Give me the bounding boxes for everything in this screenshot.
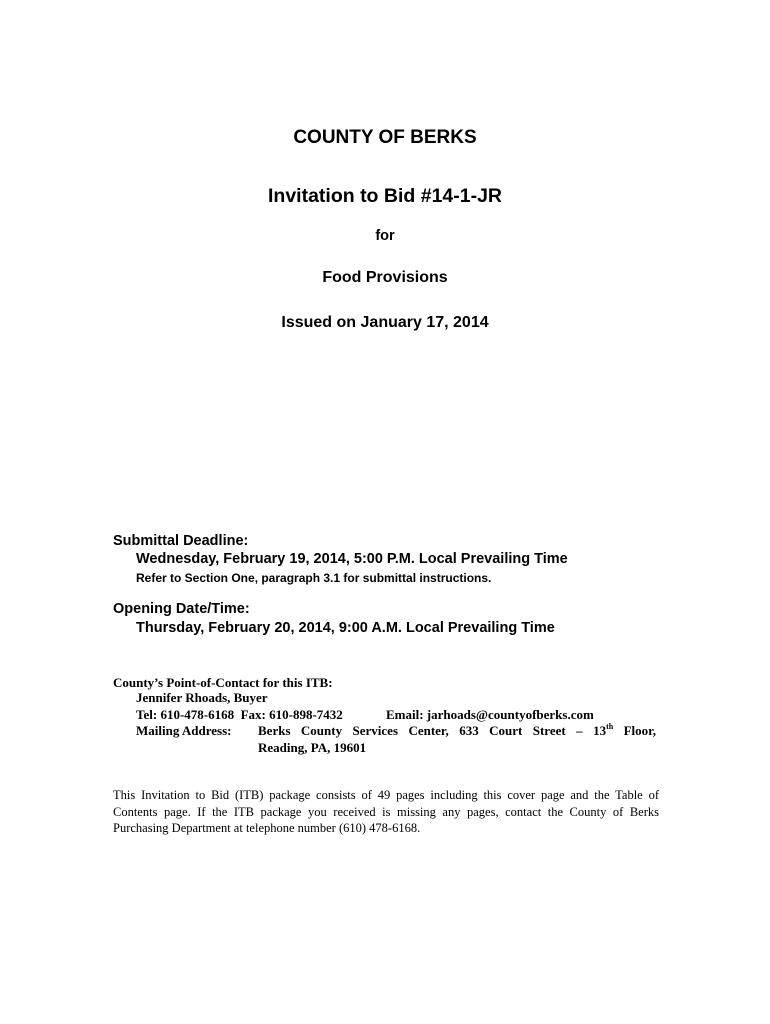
address-word: Street [532, 723, 566, 738]
package-page-count-note: This Invitation to Bid (ITB) package consists of 49 pages including this cover page and the Table of Contents page. If the ITB package you received is missing any pages, contact the County of Berks Purchasing Department at telephone number (610) 478-6168. [113, 788, 659, 835]
for-label: for [375, 228, 395, 244]
mailing-address-line1 [258, 723, 656, 739]
opening-datetime-label: Opening Date/Time: [113, 601, 250, 617]
bid-subject: Food Provisions [322, 269, 448, 286]
mailing-address-line2: Reading, PA, 19601 [258, 740, 367, 755]
floor-number: 13 [593, 723, 607, 738]
contact-phone-fax: Tel: 610-478-6168 Fax: 610-898-7432 [136, 707, 343, 722]
submittal-instructions-note: Refer to Section One, paragraph 3.1 for submittal instructions. [136, 571, 492, 585]
contact-email: Email: jarhoads@countyofberks.com [386, 707, 594, 722]
address-word: – [576, 723, 583, 738]
address-word: Services [352, 723, 399, 738]
county-title: COUNTY OF BERKS [293, 127, 477, 148]
address-word: Center, [408, 723, 449, 738]
address-word: 633 [459, 723, 479, 738]
submittal-deadline-value: Wednesday, February 19, 2014, 5:00 P.M. Local Prevailing Time [136, 551, 568, 567]
opening-datetime-value: Thursday, February 20, 2014, 9:00 A.M. Local Prevailing Time [136, 620, 555, 636]
issue-date: Issued on January 17, 2014 [281, 314, 489, 331]
mailing-address-label: Mailing Address: [136, 723, 232, 738]
address-word: Floor, [623, 723, 656, 738]
address-word: County [300, 723, 343, 738]
address-word: Court [489, 723, 523, 738]
floor-suffix: th [606, 722, 614, 731]
submittal-deadline-label: Submittal Deadline: [113, 533, 249, 549]
point-of-contact-heading: County’s Point-of-Contact for this ITB: [113, 675, 333, 690]
itb-title: Invitation to Bid #14-1-JR [267, 185, 503, 207]
address-word: Berks [258, 723, 291, 738]
floor-ordinal [593, 723, 613, 739]
contact-name: Jennifer Rhoads, Buyer [136, 690, 268, 705]
